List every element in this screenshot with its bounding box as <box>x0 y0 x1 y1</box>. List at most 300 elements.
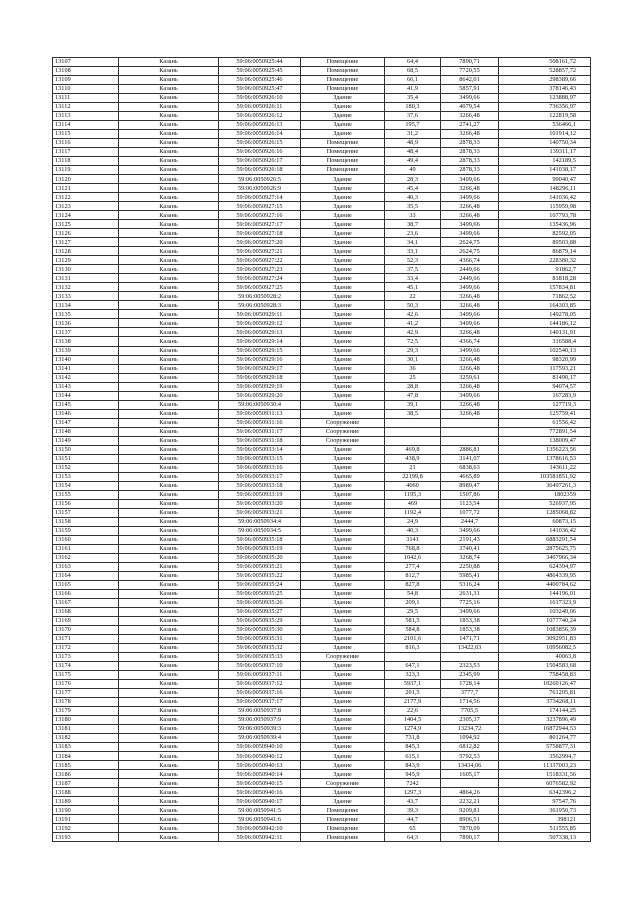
object-type-cell: Здание <box>301 689 385 698</box>
row-number: 13108 <box>53 67 119 76</box>
rate-cell: 2886,81 <box>441 445 499 454</box>
area-cell: 40,3 <box>385 526 441 535</box>
row-number: 13148 <box>53 427 119 436</box>
area-cell: 28,3 <box>385 175 441 184</box>
area-cell: 1195,3 <box>385 490 441 499</box>
cadastral-value-cell: 761205,81 <box>499 689 591 698</box>
object-type-cell: Здание <box>301 770 385 779</box>
rate-cell: 2624,75 <box>441 247 499 256</box>
object-type-cell: Помещение <box>301 67 385 76</box>
table-row <box>53 310 591 319</box>
cadastral-value-cell: 122819,58 <box>499 112 591 121</box>
table-row <box>53 662 591 671</box>
cadastral-number-cell: 59:06:0050927:20 <box>219 238 301 247</box>
object-type-cell: Сооружение <box>301 779 385 788</box>
object-type-cell: Помещение <box>301 58 385 67</box>
table-row <box>53 571 591 580</box>
table-row <box>53 788 591 797</box>
city-cell: Казань <box>119 580 219 589</box>
cadastral-number-cell: 59:06:0050929:13 <box>219 328 301 337</box>
cadastral-value-cell: 135436,96 <box>499 220 591 229</box>
table-row <box>53 815 591 824</box>
city-cell: Казань <box>119 752 219 761</box>
cadastral-value-cell: 81490,17 <box>499 373 591 382</box>
city-cell: Казань <box>119 535 219 544</box>
table-row <box>53 148 591 157</box>
area-cell: 22199,8 <box>385 472 441 481</box>
area-cell: 48,4 <box>385 148 441 157</box>
object-type-cell: Помещение <box>301 148 385 157</box>
row-number: 13141 <box>53 364 119 373</box>
cadastral-value-cell: 127719,3 <box>499 400 591 409</box>
city-cell: Казань <box>119 67 219 76</box>
row-number: 13186 <box>53 770 119 779</box>
object-type-cell: Здание <box>301 499 385 508</box>
cadastral-number-cell: 59:06:0050939:4 <box>219 734 301 743</box>
rate-cell: 1714,56 <box>441 698 499 707</box>
area-cell: 36 <box>385 364 441 373</box>
cadastral-number-cell: 59:06:0050940:17 <box>219 797 301 806</box>
object-type-cell: Здание <box>301 454 385 463</box>
row-number: 13155 <box>53 490 119 499</box>
city-cell: Казань <box>119 274 219 283</box>
table-row <box>53 346 591 355</box>
city-cell: Казань <box>119 202 219 211</box>
cadastral-value-cell: 6342396,2 <box>499 788 591 797</box>
cadastral-number-cell: 59:06:0050927:17 <box>219 220 301 229</box>
object-type-cell: Здание <box>301 130 385 139</box>
rate-cell: 3266,48 <box>441 328 499 337</box>
row-number: 13176 <box>53 680 119 689</box>
area-cell: 45,4 <box>385 184 441 193</box>
cadastral-value-cell: 5758877,31 <box>499 743 591 752</box>
rate-cell: 1471,71 <box>441 635 499 644</box>
cadastral-value-cell: 89503,88 <box>499 238 591 247</box>
area-cell: 195,7 <box>385 121 441 130</box>
table-row <box>53 743 591 752</box>
row-number: 13174 <box>53 662 119 671</box>
table-row <box>53 418 591 427</box>
table-row <box>53 644 591 653</box>
area-cell: 812,7 <box>385 571 441 580</box>
city-cell: Казань <box>119 211 219 220</box>
object-type-cell: Здание <box>301 797 385 806</box>
row-number: 13123 <box>53 202 119 211</box>
cadastral-value-cell: 3407966,34 <box>499 553 591 562</box>
rate-cell: 8989,47 <box>441 481 499 490</box>
cadastral-number-cell: 59:06:0050937:8 <box>219 707 301 716</box>
city-cell: Казань <box>119 445 219 454</box>
cadastral-number-cell: 59:06:0050942:11 <box>219 833 301 842</box>
cadastral-number-cell: 59:06:0050927:14 <box>219 193 301 202</box>
city-cell: Казань <box>119 58 219 67</box>
cadastral-value-cell: 123888,97 <box>499 94 591 103</box>
area-cell: 2101,6 <box>385 635 441 644</box>
city-cell: Казань <box>119 743 219 752</box>
cadastral-number-cell: 59:06:0050928:2 <box>219 292 301 301</box>
cadastral-number-cell: 59:06:0050935:26 <box>219 598 301 607</box>
city-cell: Казань <box>119 409 219 418</box>
object-type-cell: Здание <box>301 589 385 598</box>
table-row <box>53 274 591 283</box>
table-row <box>53 319 591 328</box>
cadastral-value-cell: 149278,05 <box>499 310 591 319</box>
cadastral-value-cell: 4400784,62 <box>499 580 591 589</box>
object-type-cell: Здание <box>301 409 385 418</box>
row-number: 13149 <box>53 436 119 445</box>
city-cell: Казань <box>119 644 219 653</box>
row-number: 13163 <box>53 562 119 571</box>
cadastral-number-cell: 59:06:0050933:18 <box>219 481 301 490</box>
cadastral-value-cell: 507338,13 <box>499 833 591 842</box>
cadastral-value-cell: 141038,17 <box>499 166 591 175</box>
area-cell: 3141 <box>385 535 441 544</box>
rate-cell: 4079,54 <box>441 103 499 112</box>
table-row <box>53 526 591 535</box>
cadastral-value-cell: 164303,85 <box>499 301 591 310</box>
cadastral-number-cell: 59:06:0050935:22 <box>219 571 301 580</box>
rate-cell: 5857,91 <box>441 85 499 94</box>
cadastral-value-cell: 4864339,95 <box>499 571 591 580</box>
row-number: 13191 <box>53 815 119 824</box>
object-type-cell: Здание <box>301 571 385 580</box>
cadastral-value-cell: 139311,17 <box>499 148 591 157</box>
object-type-cell: Здание <box>301 103 385 112</box>
object-type-cell: Здание <box>301 635 385 644</box>
cadastral-value-cell: 86879,14 <box>499 247 591 256</box>
city-cell: Казань <box>119 265 219 274</box>
area-cell: 469 <box>385 499 441 508</box>
cadastral-number-cell: 59:06:0050937:17 <box>219 698 301 707</box>
object-type-cell: Здание <box>301 193 385 202</box>
city-cell: Казань <box>119 238 219 247</box>
cadastral-number-cell: 59:06:0050934:4 <box>219 517 301 526</box>
row-number: 13114 <box>53 121 119 130</box>
cadastral-number-cell: 59:06:0050940:14 <box>219 770 301 779</box>
object-type-cell: Здание <box>301 734 385 743</box>
city-cell: Казань <box>119 319 219 328</box>
cadastral-value-cell: 115959,98 <box>499 202 591 211</box>
city-cell: Казань <box>119 85 219 94</box>
rate-cell: 3268,74 <box>441 553 499 562</box>
cadastral-value-cell: 144186,12 <box>499 319 591 328</box>
rate-cell: 3266,48 <box>441 292 499 301</box>
object-type-cell: Здание <box>301 644 385 653</box>
table-row <box>53 445 591 454</box>
cadastral-number-cell: 59:06:0050929:12 <box>219 319 301 328</box>
area-cell <box>385 436 441 445</box>
area-cell <box>385 418 441 427</box>
area-cell: 38,5 <box>385 409 441 418</box>
city-cell: Казань <box>119 112 219 121</box>
area-cell: 64,4 <box>385 58 441 67</box>
object-type-cell: Здание <box>301 94 385 103</box>
area-cell: 52,3 <box>385 256 441 265</box>
cadastral-number-cell: 59:06:0050926:18 <box>219 166 301 175</box>
object-type-cell: Здание <box>301 535 385 544</box>
cadastral-number-cell: 59:06:0050940:12 <box>219 752 301 761</box>
object-type-cell: Здание <box>301 391 385 400</box>
area-cell: 33 <box>385 211 441 220</box>
table-row <box>53 653 591 662</box>
city-cell: Казань <box>119 734 219 743</box>
cadastral-number-cell: 59:06:0050933:14 <box>219 445 301 454</box>
city-cell: Казань <box>119 382 219 391</box>
table-row <box>53 67 591 76</box>
rate-cell: 3266,48 <box>441 409 499 418</box>
cadastral-number-cell: 59:06:0050934:5 <box>219 526 301 535</box>
cadastral-value-cell: 3562994,7 <box>499 752 591 761</box>
rate-cell: 1123,54 <box>441 499 499 508</box>
rate-cell: 7890,17 <box>441 833 499 842</box>
table-row <box>53 112 591 121</box>
row-number: 13143 <box>53 382 119 391</box>
table-row <box>53 770 591 779</box>
table-row <box>53 734 591 743</box>
cadastral-number-cell: 59:06:0050933:15 <box>219 454 301 463</box>
city-cell: Казань <box>119 562 219 571</box>
city-cell: Казань <box>119 526 219 535</box>
city-cell: Казань <box>119 589 219 598</box>
rate-cell: 2323,53 <box>441 662 499 671</box>
row-number: 13152 <box>53 463 119 472</box>
table-row <box>53 508 591 517</box>
cadastral-number-cell: 59:06:0050935:27 <box>219 607 301 616</box>
city-cell: Казань <box>119 707 219 716</box>
city-cell: Казань <box>119 139 219 148</box>
cadastral-value-cell: 141036,42 <box>499 193 591 202</box>
cadastral-value-cell: 157834,81 <box>499 283 591 292</box>
area-cell: 30,1 <box>385 355 441 364</box>
cadastral-value-cell: 98320,99 <box>499 355 591 364</box>
rate-cell: 8642,01 <box>441 76 499 85</box>
area-cell: 22,6 <box>385 707 441 716</box>
cadastral-number-cell: 59:06:0050929:11 <box>219 310 301 319</box>
row-number: 13111 <box>53 94 119 103</box>
rate-cell: 4366,74 <box>441 337 499 346</box>
table-row <box>53 166 591 175</box>
table-row <box>53 671 591 680</box>
table-row <box>53 689 591 698</box>
cadastral-number-cell: 59:06:0050937:9 <box>219 716 301 725</box>
table-row <box>53 238 591 247</box>
city-cell: Казань <box>119 400 219 409</box>
city-cell: Казань <box>119 148 219 157</box>
row-number: 13173 <box>53 653 119 662</box>
cadastral-number-cell: 59:06:0050935:25 <box>219 589 301 598</box>
row-number: 13192 <box>53 824 119 833</box>
row-number: 13138 <box>53 337 119 346</box>
city-cell: Казань <box>119 472 219 481</box>
object-type-cell: Помещение <box>301 815 385 824</box>
city-cell: Казань <box>119 616 219 625</box>
cadastral-number-cell: 59:06:0050927:24 <box>219 274 301 283</box>
object-type-cell: Здание <box>301 445 385 454</box>
cadastral-value-cell: 174144,25 <box>499 707 591 716</box>
table-row <box>53 761 591 770</box>
table-row <box>53 472 591 481</box>
row-number: 13147 <box>53 418 119 427</box>
cadastral-value-cell: 528857,72 <box>499 67 591 76</box>
rate-cell: 2624,75 <box>441 238 499 247</box>
rate-cell: 3499,66 <box>441 526 499 535</box>
area-cell: 35,5 <box>385 202 441 211</box>
city-cell: Казань <box>119 166 219 175</box>
table-row <box>53 598 591 607</box>
rate-cell: 2878,33 <box>441 139 499 148</box>
cadastral-value-cell: 1518331,56 <box>499 770 591 779</box>
rate-cell: 4366,74 <box>441 256 499 265</box>
city-cell: Казань <box>119 788 219 797</box>
rate-cell: 1853,38 <box>441 625 499 634</box>
cadastral-number-cell: 59:06:0050935:29 <box>219 616 301 625</box>
object-type-cell: Здание <box>301 562 385 571</box>
row-number: 13181 <box>53 725 119 734</box>
cadastral-number-cell: 59:06:0050935:31 <box>219 635 301 644</box>
city-cell: Казань <box>119 544 219 553</box>
rate-cell: 7720,55 <box>441 67 499 76</box>
row-number: 13132 <box>53 283 119 292</box>
area-cell: 22 <box>385 292 441 301</box>
rate-cell: 8906,51 <box>441 815 499 824</box>
object-type-cell: Здание <box>301 553 385 562</box>
cadastral-value-cell: 1077740,24 <box>499 616 591 625</box>
area-cell: 827,8 <box>385 580 441 589</box>
cadastral-number-cell: 59:06:0050926:16 <box>219 148 301 157</box>
area-cell: 49 <box>385 166 441 175</box>
rate-cell: 9209,81 <box>441 806 499 815</box>
cadastral-number-cell: 59:06:0050933:19 <box>219 490 301 499</box>
rate-cell: 3499,66 <box>441 607 499 616</box>
area-cell: 65 <box>385 824 441 833</box>
row-number: 13135 <box>53 310 119 319</box>
registry-table <box>52 57 591 842</box>
object-type-cell: Здание <box>301 328 385 337</box>
object-type-cell: Помещение <box>301 806 385 815</box>
table-row <box>53 184 591 193</box>
cadastral-value-cell: 536466,1 <box>499 121 591 130</box>
city-cell: Казань <box>119 175 219 184</box>
object-type-cell: Здание <box>301 238 385 247</box>
row-number: 13168 <box>53 607 119 616</box>
cadastral-value-cell: 143611,22 <box>499 463 591 472</box>
rate-cell: 3499,66 <box>441 346 499 355</box>
cadastral-value-cell: 398121 <box>499 815 591 824</box>
city-cell: Казань <box>119 337 219 346</box>
rate-cell: 3266,48 <box>441 382 499 391</box>
row-number: 13179 <box>53 707 119 716</box>
cadastral-number-cell: 59:06:0050927:21 <box>219 247 301 256</box>
city-cell: Казань <box>119 815 219 824</box>
cadastral-value-cell: 508161,72 <box>499 58 591 67</box>
table-row <box>53 364 591 373</box>
area-cell: 49,4 <box>385 157 441 166</box>
table-row <box>53 85 591 94</box>
cadastral-value-cell: 11337003,23 <box>499 761 591 770</box>
area-cell <box>385 427 441 436</box>
cadastral-number-cell: 59:06:0050928:3 <box>219 301 301 310</box>
area-cell: 180,3 <box>385 103 441 112</box>
area-cell: 945,9 <box>385 770 441 779</box>
cadastral-number-cell: 59:06:0050941:5 <box>219 806 301 815</box>
row-number: 13146 <box>53 409 119 418</box>
city-cell: Казань <box>119 292 219 301</box>
cadastral-value-cell: 3734268,11 <box>499 698 591 707</box>
object-type-cell: Здание <box>301 283 385 292</box>
row-number: 13169 <box>53 616 119 625</box>
table-row <box>53 625 591 634</box>
table-row <box>53 562 591 571</box>
object-type-cell: Здание <box>301 310 385 319</box>
row-number: 13142 <box>53 373 119 382</box>
object-type-cell: Здание <box>301 175 385 184</box>
row-number: 13182 <box>53 734 119 743</box>
rate-cell: 3499,66 <box>441 283 499 292</box>
cadastral-value-cell: 624394,97 <box>499 562 591 571</box>
rate-cell: 3499,66 <box>441 319 499 328</box>
area-cell: 5937,1 <box>385 680 441 689</box>
row-number: 13180 <box>53 716 119 725</box>
row-number: 13166 <box>53 589 119 598</box>
table-row <box>53 436 591 445</box>
table-row <box>53 292 591 301</box>
row-number: 13158 <box>53 517 119 526</box>
object-type-cell: Здание <box>301 400 385 409</box>
cadastral-value-cell: 10260126,47 <box>499 680 591 689</box>
city-cell: Казань <box>119 427 219 436</box>
rate-cell: 2345,99 <box>441 671 499 680</box>
city-cell: Казань <box>119 130 219 139</box>
area-cell: 2177,9 <box>385 698 441 707</box>
cadastral-number-cell: 59:06:0050925:46 <box>219 76 301 85</box>
city-cell: Казань <box>119 833 219 842</box>
city-cell: Казань <box>119 481 219 490</box>
cadastral-number-cell: 59:06:0050935:20 <box>219 553 301 562</box>
city-cell: Казань <box>119 103 219 112</box>
city-cell: Казань <box>119 256 219 265</box>
object-type-cell: Помещение <box>301 166 385 175</box>
table-row <box>53 635 591 644</box>
rate-cell: 3777,7 <box>441 689 499 698</box>
city-cell: Казань <box>119 229 219 238</box>
table-row <box>53 391 591 400</box>
rate-cell <box>441 779 499 788</box>
area-cell: 72,5 <box>385 337 441 346</box>
row-number: 13127 <box>53 238 119 247</box>
row-number: 13159 <box>53 526 119 535</box>
cadastral-number-cell: 59:06:0050926:10 <box>219 94 301 103</box>
row-number: 13167 <box>53 598 119 607</box>
object-type-cell: Здание <box>301 481 385 490</box>
row-number: 13160 <box>53 535 119 544</box>
table-row <box>53 220 591 229</box>
cadastral-value-cell: 736356,97 <box>499 103 591 112</box>
table-body <box>53 58 591 842</box>
cadastral-value-cell: 61556,42 <box>499 418 591 427</box>
area-cell: 845,3 <box>385 743 441 752</box>
area-cell: 21 <box>385 463 441 472</box>
table-row <box>53 707 591 716</box>
area-cell: 31,2 <box>385 130 441 139</box>
cadastral-value-cell: 1356223,56 <box>499 445 591 454</box>
object-type-cell: Здание <box>301 229 385 238</box>
table-row <box>53 481 591 490</box>
table-row <box>53 103 591 112</box>
area-cell: 33,4 <box>385 274 441 283</box>
rate-cell: 3266,48 <box>441 112 499 121</box>
object-type-cell: Здание <box>301 616 385 625</box>
object-type-cell: Здание <box>301 301 385 310</box>
